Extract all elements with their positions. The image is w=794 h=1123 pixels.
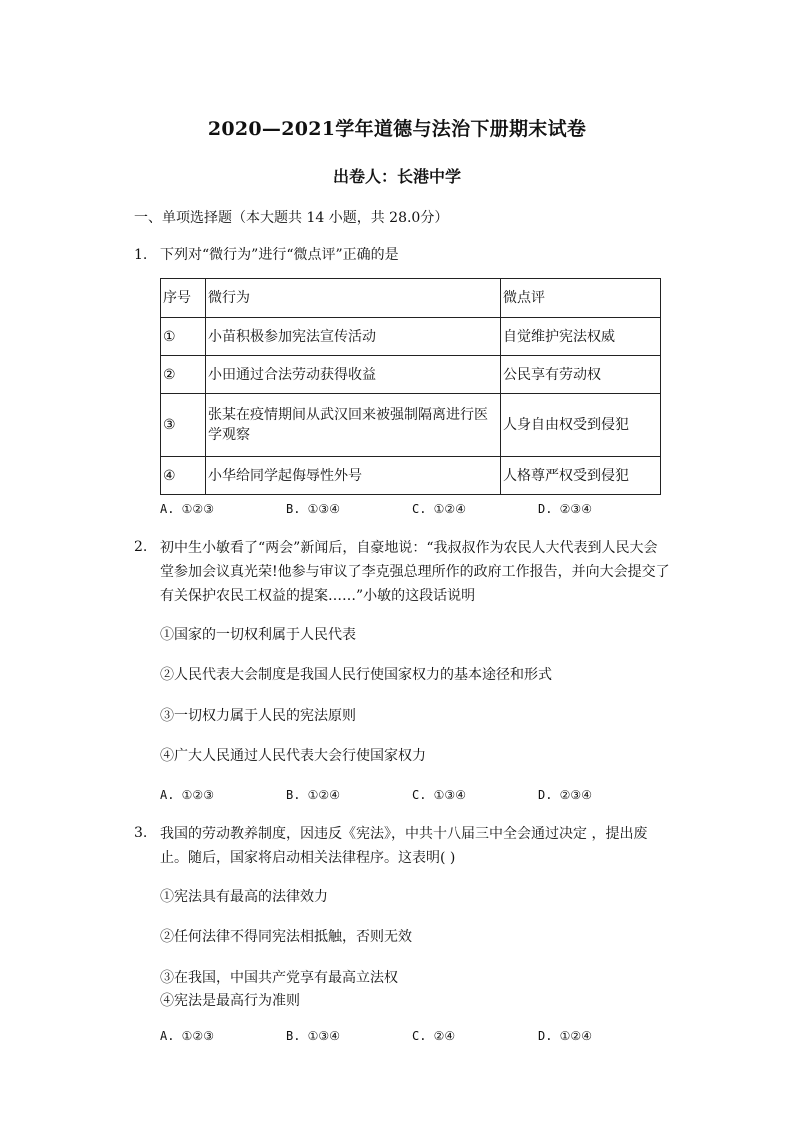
q2-stem: 初中生小敏看了“两会”新闻后，自豪地说：“我叔叔作为农民人大代表到人民大会堂参加会议真光荣!他参与审议了李克强总理所作的政府工作报告，并向大会提交了有关保护农民工权益的提案……”小敏的这段话说明: [160, 540, 670, 604]
q1-number: 1.: [134, 247, 148, 263]
table-header-cell: 微点评: [501, 279, 661, 318]
q3-option-4: ④宪法是最高行为准则: [160, 993, 300, 1009]
q1-choice-b: B. ①③④: [286, 502, 340, 516]
table-header-cell: 序号: [161, 279, 206, 318]
table-row: [161, 356, 661, 394]
table-row: [161, 457, 661, 495]
q1-stem: 下列对“微行为”进行“微点评”正确的是: [160, 247, 399, 263]
q1-table: [160, 278, 661, 495]
q3-choice-a: A. ①②③: [160, 1029, 214, 1043]
q3-choice-b: B. ①③④: [286, 1029, 340, 1043]
table-cell: 小华给同学起侮辱性外号: [206, 457, 501, 495]
table-cell: 自觉维护宪法权威: [501, 318, 661, 356]
q1-choice-d: D. ②③④: [538, 502, 592, 516]
table-cell: 人身自由权受到侵犯: [501, 394, 661, 457]
table-cell: ④: [161, 457, 206, 495]
q2-option-2: ②人民代表大会制度是我国人民行使国家权力的基本途径和形式: [160, 667, 552, 683]
table-row: [161, 318, 661, 356]
table-cell: ①: [161, 318, 206, 356]
q2-choice-b: B. ①②④: [286, 788, 340, 802]
table-cell: ③: [161, 394, 206, 457]
q3-option-3: ③在我国，中国共产党享有最高立法权: [160, 970, 398, 986]
q3-number: 3.: [134, 825, 148, 841]
table-row: [161, 394, 661, 457]
table-cell: 小田通过合法劳动获得收益: [206, 356, 501, 394]
q2-option-4: ④广大人民通过人民代表大会行使国家权力: [160, 748, 426, 764]
q3-choice-c: C. ②④: [412, 1029, 456, 1043]
table-header-cell: 微行为: [206, 279, 501, 318]
section-heading: 一、单项选择题（本大题共 14 小题，共 28.0分）: [134, 210, 449, 226]
table-header-row: [161, 279, 661, 318]
table-cell: 人格尊严权受到侵犯: [501, 457, 661, 495]
q3-stem: 我国的劳动教养制度，因违反《宪法》，中共十八届三中全会通过决定 ，提出废止。随后，国家将启动相关法律程序。这表明( ): [160, 826, 648, 866]
exam-title: 2020—2021学年道德与法治下册期末试卷: [207, 118, 587, 140]
q1-choice-a: A. ①②③: [160, 502, 214, 516]
q2-choice-a: A. ①②③: [160, 788, 214, 802]
q2-choice-c: C. ①③④: [412, 788, 466, 802]
q2-option-1: ①国家的一切权利属于人民代表: [160, 627, 356, 643]
q3-choice-d: D. ①②④: [538, 1029, 592, 1043]
q3-option-1: ①宪法具有最高的法律效力: [160, 889, 328, 905]
table-cell: 小苗积极参加宪法宣传活动: [206, 318, 501, 356]
q2-number: 2.: [134, 539, 148, 555]
q1-choice-c: C. ①②④: [412, 502, 466, 516]
table-cell: 张某在疫情期间从武汉回来被强制隔离进行医学观察: [206, 394, 501, 457]
q2-choice-d: D. ②③④: [538, 788, 592, 802]
exam-author: 出卷人：长港中学: [332, 167, 461, 186]
table-cell: 公民享有劳动权: [501, 356, 661, 394]
q2-option-3: ③一切权力属于人民的宪法原则: [160, 708, 356, 724]
table-cell: ②: [161, 356, 206, 394]
q3-option-2: ②任何法律不得同宪法相抵触，否则无效: [160, 929, 412, 945]
